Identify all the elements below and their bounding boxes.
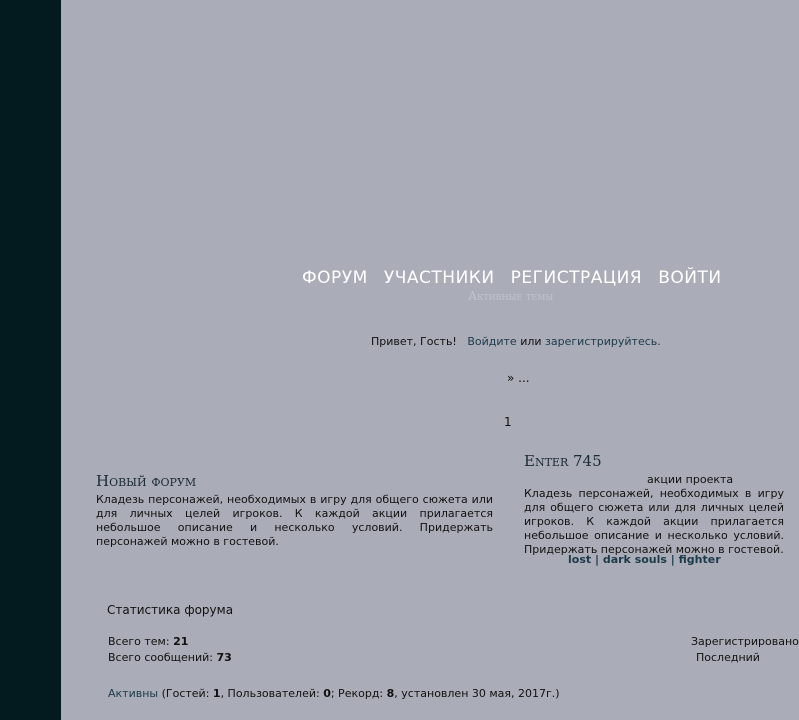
tag-list — [568, 553, 721, 566]
stat-topics-value: 21 — [173, 635, 189, 648]
forum-title-new[interactable]: Новый форум — [96, 472, 197, 490]
register-link[interactable]: зарегистрируйтесь. — [545, 335, 661, 348]
online-record-label: ; Рекорд: — [330, 687, 387, 700]
forum-description-enter: Кладезь персонажей, необходимых в игру для общего сюжета или для личных целей игроков. К каждой акции прилагается небольшое описание и несколько условий. Придержать персонажей можно в гостевой. — [524, 487, 784, 556]
nav-forum[interactable]: ФОРУМ — [302, 268, 368, 288]
stat-last-member: Последний — [696, 651, 760, 664]
breadcrumb[interactable]: » ... — [507, 371, 530, 385]
main-nav — [302, 268, 733, 288]
stat-topics-label: Всего тем: — [108, 635, 170, 648]
stat-topics — [108, 635, 188, 648]
forum-subtitle-enter: акции проекта — [647, 473, 734, 486]
active-topics-link[interactable]: Активные темы — [468, 289, 554, 303]
stat-posts-label: Всего сообщений: — [108, 651, 213, 664]
greeting-or: или — [520, 335, 542, 348]
online-record: 8 — [386, 687, 395, 700]
page-number[interactable]: 1 — [504, 415, 512, 429]
stats-title: Статистика форума — [107, 603, 234, 617]
online-record-date: , установлен 30 мая, 2017г.) — [394, 687, 560, 700]
stat-posts-value: 73 — [216, 651, 232, 664]
forum-card-enter — [524, 452, 784, 557]
greeting — [371, 335, 661, 348]
online-users: 0 — [323, 687, 331, 700]
nav-members[interactable]: УЧАСТНИКИ — [383, 268, 495, 288]
tag-dark-souls[interactable]: dark souls — [602, 553, 667, 566]
nav-login[interactable]: ВОЙТИ — [658, 268, 722, 288]
forum-card-new — [96, 472, 493, 549]
tag-separator: | — [666, 553, 679, 566]
online-users-label: , Пользователей: — [220, 687, 324, 700]
forum-title-enter[interactable]: Enter 745 — [524, 452, 602, 470]
login-link[interactable]: Войдите — [467, 335, 517, 348]
online-link[interactable]: Активны — [108, 687, 159, 700]
greeting-text: Привет, Гость! — [371, 335, 457, 348]
online-guests-label: (Гостей: — [158, 687, 213, 700]
stat-posts — [108, 651, 232, 664]
stat-registered: Зарегистрировано — [691, 635, 799, 648]
online-stats — [108, 687, 560, 700]
nav-register[interactable]: РЕГИСТРАЦИЯ — [510, 268, 643, 288]
online-guests: 1 — [212, 687, 221, 700]
tag-lost[interactable]: lost — [568, 553, 592, 566]
left-sidebar-strip — [0, 0, 61, 720]
tag-separator: | — [591, 553, 603, 566]
forum-description-new: Кладезь персонажей, необходимых в игру для общего сюжета или для личных целей игроков. К каждой акции прилагается небольшое описание и несколько условий. Придержать персонажей можно в гостевой. — [96, 493, 493, 548]
tag-fighter[interactable]: fighter — [678, 553, 721, 566]
